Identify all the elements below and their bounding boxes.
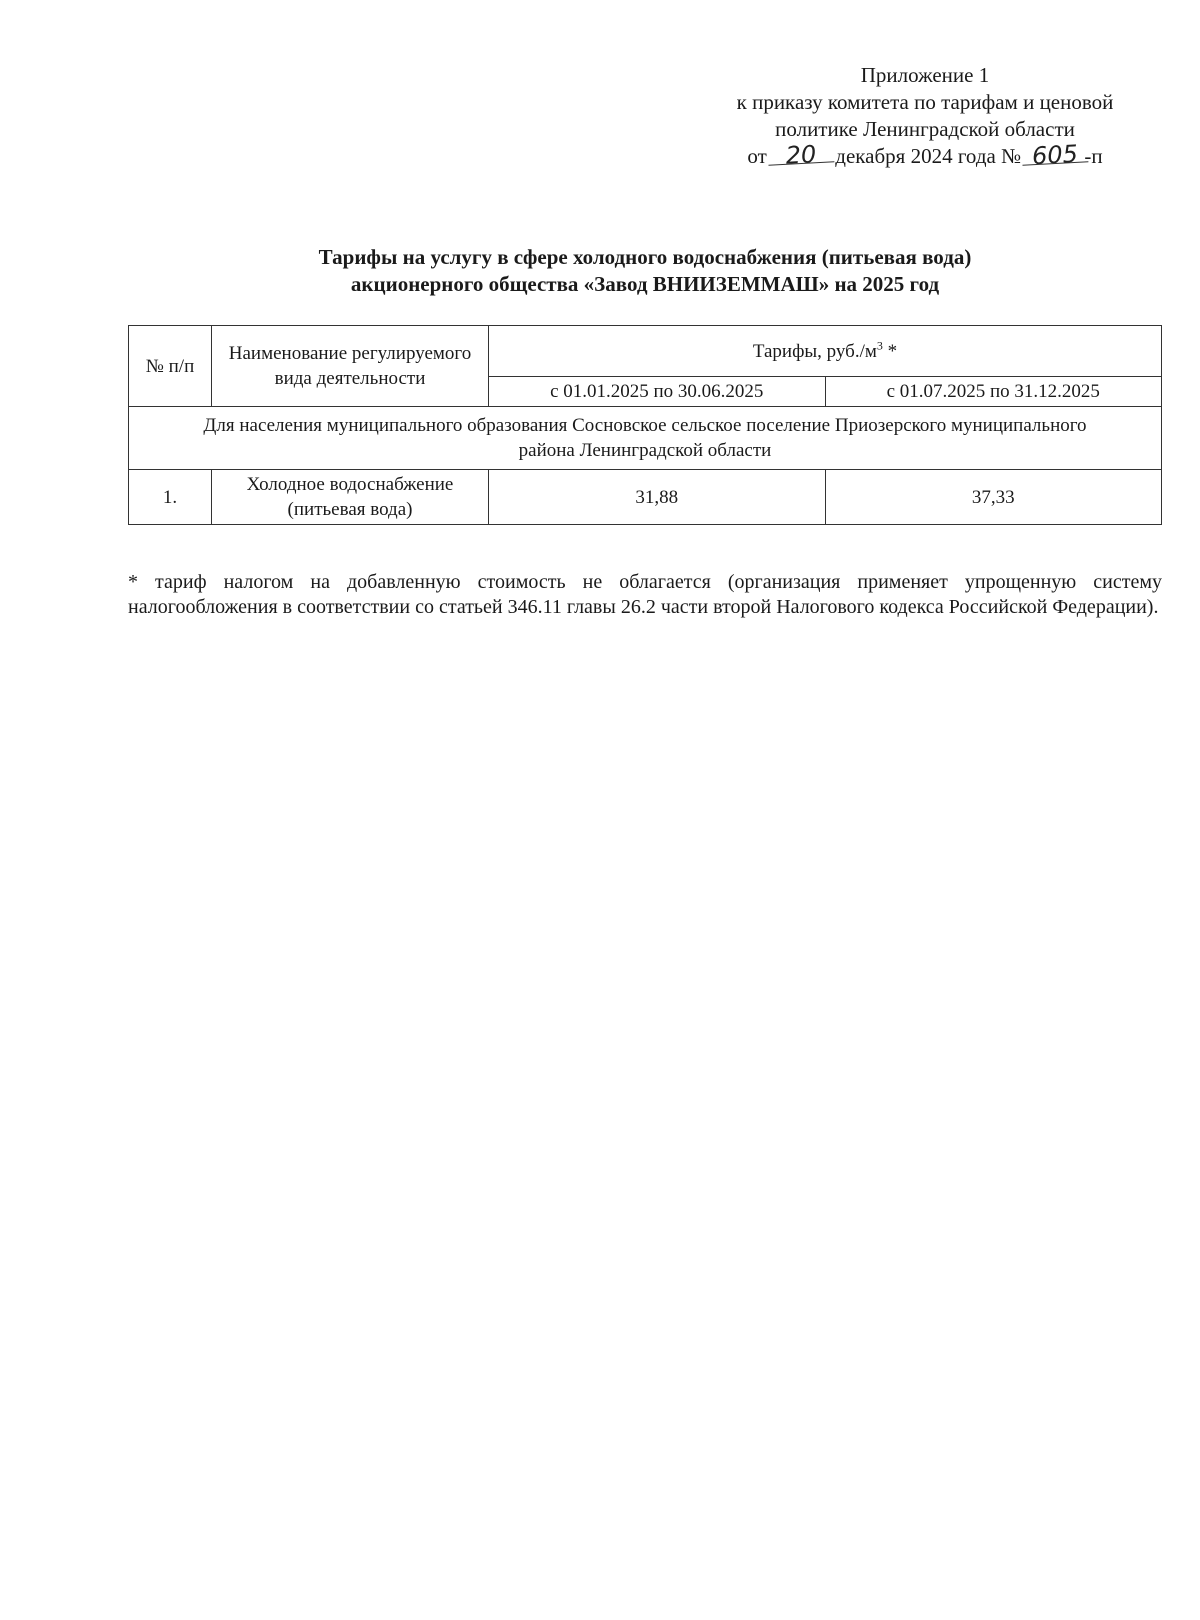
appendix-line-1: Приложение 1 (860, 63, 990, 87)
handwritten-order-number: 605 (1026, 143, 1085, 166)
date-middle: декабря 2024 года № (835, 144, 1022, 168)
header-num: № п/п (129, 326, 212, 407)
group-label: Для населения муниципального образования Сосновское сельское поселение Приозерского муниципального района Ленинградской области (129, 407, 1162, 470)
header-tariffs (489, 326, 1162, 377)
row-num: 1. (129, 470, 212, 525)
header-tariffs-sup: 3 (876, 338, 883, 353)
title-line-2: акционерного общества «Завод ВНИИЗЕММАШ» на 2025 год (350, 272, 940, 296)
table-header-row (129, 326, 1162, 377)
appendix-date-line (690, 139, 1160, 171)
appendix-header (690, 62, 1160, 170)
order-number-suffix: -п (1084, 144, 1103, 168)
appendix-line-3: политике Ленинградской области (775, 117, 1075, 141)
title-line-1: Тарифы на услугу в сфере холодного водоснабжения (питьевая вода) (318, 245, 972, 269)
table-row (129, 470, 1162, 525)
header-period-1: с 01.01.2025 по 30.06.2025 (489, 377, 826, 407)
row-value-1: 31,88 (489, 470, 826, 525)
row-name: Холодное водоснабжение (питьевая вода) (212, 470, 489, 525)
footnote: * тариф налогом на добавленную стоимость не облагается (организация применяет упрощенную систему налогообложения в соответствии со статьей 346.11 главы 26.2 части второй Налогового кодекса Российской Федерации). (128, 571, 1162, 618)
date-prefix: от (747, 144, 767, 168)
table-group-row (129, 407, 1162, 470)
tariff-table (128, 325, 1162, 525)
header-name: Наименование регулируемого вида деятельности (212, 326, 489, 407)
row-value-2: 37,33 (825, 470, 1162, 525)
document-title (128, 244, 1162, 298)
header-tariffs-label: Тарифы, руб./м (752, 340, 877, 362)
header-period-2: с 01.07.2025 по 31.12.2025 (825, 377, 1162, 407)
handwritten-day: 20 (772, 143, 831, 166)
appendix-line-2: к приказу комитета по тарифам и ценовой (736, 90, 1114, 114)
header-tariffs-asterisk: * (882, 340, 898, 362)
